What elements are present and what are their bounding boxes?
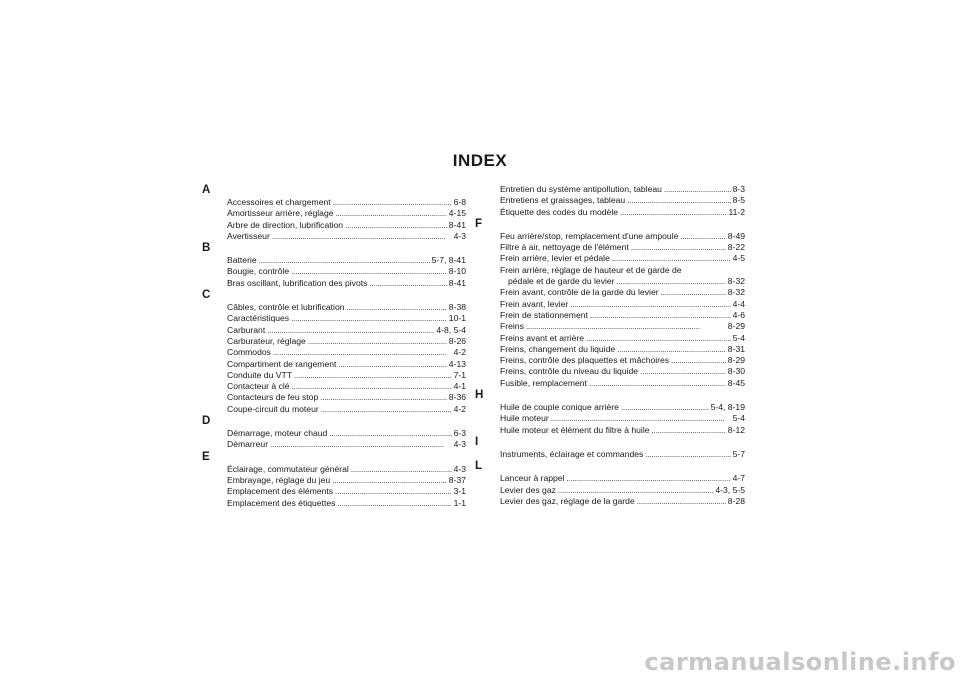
index-entry-page: 7-1 (453, 369, 466, 380)
index-entry (475, 449, 745, 460)
index-entry (202, 231, 466, 242)
index-letter-heading: F (475, 217, 483, 230)
index-entry (475, 310, 745, 321)
index-entry (475, 299, 745, 310)
index-entry-page: 4-4 (732, 298, 745, 309)
index-entry-text: Fusible, remplacement (500, 377, 587, 388)
index-entry-text: Entretien du système antipollution, tableau (500, 184, 662, 194)
dot-leader (270, 439, 452, 450)
index-entry (202, 439, 466, 450)
dot-leader (664, 184, 731, 195)
index-letter-heading: H (475, 389, 484, 402)
dot-leader (558, 485, 713, 496)
dot-leader (335, 486, 452, 497)
index-entry-page: 5-4 (732, 413, 745, 424)
index-entry-text: Frein avant, contrôle de la garde du levier (500, 287, 659, 298)
index-entry-page: 4-2 (453, 347, 466, 358)
index-entry-text: Levier des gaz, réglage de la garde (500, 495, 635, 506)
index-entry-page: 8-38 (448, 302, 466, 313)
dot-leader (347, 302, 447, 313)
index-entry-page: 8-49 (727, 230, 745, 241)
index-entry-text: Frein avant, levier (500, 298, 569, 309)
index-entry-page: 4-3 (453, 230, 466, 241)
index-entry (202, 302, 466, 313)
dot-leader (620, 207, 726, 218)
dot-leader (332, 475, 447, 486)
dot-leader (321, 404, 452, 415)
index-entry-text: Coupe-circuit du moteur (227, 403, 319, 414)
index-entry (475, 321, 745, 332)
index-entry (202, 498, 466, 509)
index-entry (202, 325, 466, 336)
index-entry-page: 8-29 (727, 321, 745, 332)
index-entry (475, 276, 745, 287)
index-entry-text: Avertisseur (227, 230, 270, 241)
page-title: INDEX (452, 151, 508, 170)
index-entry-page: 4-6 (732, 309, 745, 320)
index-entry-page: 1-1 (453, 497, 466, 508)
dot-leader (320, 392, 447, 403)
index-entry-text: Freins (500, 321, 524, 332)
index-entry (202, 359, 466, 370)
index-entry-text: Frein arrière, réglage de hauteur et de garde de (500, 264, 682, 275)
index-entry-text: Bras oscillant, lubrification des pivots (227, 277, 368, 288)
index-entry-text: Frein de stationnement (500, 309, 588, 320)
dot-leader (273, 347, 452, 358)
index-entry-text: Instruments, éclairage et commandes (500, 448, 644, 459)
index-entry (202, 313, 466, 324)
index-entry-text: Accessoires et chargement (227, 197, 331, 207)
index-entry-text: Arbre de direction, lubrification (227, 219, 344, 230)
index-entry-page: 8-41 (448, 277, 466, 288)
index-entry-page: 4-3 (453, 439, 466, 450)
index-entry (475, 195, 745, 206)
index-entry (202, 208, 466, 219)
dot-leader (336, 208, 447, 219)
index-entry (202, 392, 466, 403)
index-entry-page: 8-45 (727, 377, 745, 388)
index-entry (475, 265, 745, 276)
dot-leader (612, 253, 731, 264)
index-column-right (475, 184, 745, 507)
index-entry (202, 428, 466, 439)
dot-leader (567, 473, 731, 484)
index-entry-text: Caractéristiques (227, 313, 290, 324)
index-entry-text: Emplacement des étiquettes (227, 497, 336, 508)
index-entry-text: Levier des gaz (500, 484, 556, 495)
index-entry-page: 6-3 (453, 428, 466, 439)
index-entry-page: 4-15 (448, 208, 466, 219)
index-entry-text: Freins, contrôle des plaquettes et mâchoires (500, 355, 670, 366)
index-entry (475, 366, 745, 377)
index-entry-page: 8-10 (448, 266, 466, 277)
index-entry-page: 5-4 (732, 332, 745, 343)
index-entry-text: Batterie (227, 255, 257, 266)
index-entry (475, 207, 745, 218)
dot-leader (308, 336, 447, 347)
dot-leader (637, 496, 726, 507)
index-entry-page: 8-29 (727, 355, 745, 366)
index-letter-heading: L (475, 460, 483, 473)
index-entry-text: Étiquette des codes du modèle (500, 206, 619, 217)
index-entry-text: Huile moteur (500, 413, 549, 424)
index-entry (475, 355, 745, 366)
dot-leader (671, 355, 726, 366)
index-entry-page: 3-1 (453, 486, 466, 497)
dot-leader (631, 242, 726, 253)
index-entry (202, 404, 466, 415)
index-entry (202, 220, 466, 231)
dot-leader (526, 321, 726, 332)
dot-leader (551, 413, 731, 424)
dot-leader (294, 370, 452, 381)
index-entry-page: 8-37 (448, 474, 466, 485)
index-entry-text: Freins, changement du liquide (500, 343, 616, 354)
dot-leader (680, 231, 725, 242)
index-entry-page: 8-12 (727, 424, 745, 435)
index-entry (475, 242, 745, 253)
index-entry-text: Commodos (227, 347, 271, 358)
dot-leader (267, 325, 434, 336)
dot-leader (329, 428, 451, 439)
index-entry-text: Feu arrière/stop, remplacement d'une ampoule (500, 230, 679, 241)
index-entry-page: 4-7 (732, 473, 745, 484)
dot-leader (645, 449, 730, 460)
index-entry-page: 8-31 (727, 343, 745, 354)
index-entry (202, 475, 466, 486)
index-entry (475, 333, 745, 344)
index-entry-text: Amortisseur arrière, réglage (227, 208, 334, 219)
dot-leader (369, 278, 446, 289)
index-entry-text: Compartiment de rangement (227, 358, 337, 369)
index-entry (475, 231, 745, 242)
index-entry-text: Frein arrière, levier et pédale (500, 253, 610, 264)
dot-leader (617, 344, 726, 355)
index-entry-page: 4-3, 5-5 (715, 484, 745, 495)
index-entry-page: 8-41 (448, 219, 466, 230)
index-entry (475, 253, 745, 264)
index-entry-page: 6-8 (453, 197, 466, 207)
index-entry-text: Contacteur à clé (227, 381, 290, 392)
dot-leader (333, 197, 452, 208)
index-entry-page: 8-32 (727, 287, 745, 298)
index-entry-page: 4-13 (448, 358, 466, 369)
index-entry-text: Conduite du VTT (227, 369, 292, 380)
index-entry-text: Freins avant et arrière (500, 332, 585, 343)
dot-leader (337, 498, 451, 509)
index-letter-heading: E (202, 450, 210, 463)
index-letter-heading: A (202, 184, 211, 196)
index-entry-page: 5-7, 8-41 (431, 255, 466, 266)
index-entry (475, 184, 745, 195)
index-entry (475, 287, 745, 298)
dot-leader (661, 287, 726, 298)
index-entry-text: Huile moteur et élément du filtre à huile (500, 424, 650, 435)
index-letter-heading: B (202, 242, 211, 255)
index-entry-page: 8-22 (727, 242, 745, 253)
index-entry-page: 8-26 (448, 335, 466, 346)
index-entry-page: 4-1 (453, 381, 466, 392)
index-letter-heading: D (202, 415, 211, 428)
index-entry-text: Embrayage, réglage du jeu (227, 474, 331, 485)
index-entry (475, 473, 745, 484)
dot-leader (640, 366, 726, 377)
index-entry (202, 370, 466, 381)
dot-leader (272, 231, 452, 242)
dot-leader (570, 299, 730, 310)
index-entry-page: 4-2 (453, 403, 466, 414)
index-entry-text: Éclairage, commutateur général (227, 463, 349, 474)
index-entry-text: Bougie, contrôle (227, 266, 290, 277)
index-entry-page: 8-28 (727, 495, 745, 506)
index-entry-page: 8-30 (727, 366, 745, 377)
dot-leader (292, 381, 452, 392)
index-entry-page: 8-32 (727, 276, 745, 287)
index-entry (475, 425, 745, 436)
index-entry (475, 378, 745, 389)
index-entry (202, 266, 466, 277)
index-entry-text: Carburateur, réglage (227, 335, 306, 346)
index-entry-text: Huile de couple conique arrière (500, 402, 619, 413)
index-entry-page: 8-36 (448, 392, 466, 403)
watermark: carmanualsonline.info (644, 648, 956, 676)
index-column-left (202, 184, 466, 509)
index-entry (202, 381, 466, 392)
index-entry-page: 4-5 (732, 253, 745, 264)
dot-leader (259, 255, 430, 266)
index-entry (202, 336, 466, 347)
index-entry (202, 278, 466, 289)
index-entry (475, 402, 745, 413)
index-entry-page: 10-1 (448, 313, 466, 324)
index-letter-heading: C (202, 289, 211, 302)
index-entry (202, 255, 466, 266)
index-entry-text: pédale et de garde du levier (508, 276, 615, 287)
index-entry (202, 464, 466, 475)
dot-leader (627, 195, 730, 206)
index-entry (475, 344, 745, 355)
index-entry-text: Freins, contrôle du niveau du liquide (500, 366, 639, 377)
index-entry-text: Démarreur (227, 439, 269, 450)
index-entry (475, 413, 745, 424)
index-entry-page: 11-2 (728, 206, 745, 217)
index-entry-page: 5-4, 8-19 (710, 402, 745, 413)
index-entry-text: Lanceur à rappel (500, 473, 565, 484)
dot-leader (590, 310, 731, 321)
dot-leader (652, 425, 726, 436)
index-entry (202, 197, 466, 208)
index-entry-text: Démarrage, moteur chaud (227, 428, 328, 439)
index-entry-text: Carburant (227, 324, 266, 335)
dot-leader (621, 402, 709, 413)
dot-leader (291, 266, 447, 277)
index-entry (475, 496, 745, 507)
index-entry (202, 347, 466, 358)
dot-leader (291, 313, 447, 324)
index-entry-text: Contacteurs de feu stop (227, 392, 319, 403)
index-entry-text: Entretiens et graissages, tableau (500, 195, 626, 206)
index-entry-page: 8-5 (732, 195, 745, 206)
index-entry-text: Câbles, contrôle et lubrification (227, 302, 345, 313)
dot-leader (351, 464, 452, 475)
index-entry (202, 486, 466, 497)
index-entry-text: Filtre à air, nettoyage de l'élément (500, 242, 629, 253)
index-entry-page: 5-7 (732, 448, 745, 459)
index-entry (475, 485, 745, 496)
dot-leader (345, 220, 447, 231)
index-entry-page: 8-3 (732, 184, 745, 194)
index-entry-page: 4-8, 5-4 (436, 324, 466, 335)
dot-leader (589, 378, 726, 389)
dot-leader (586, 333, 731, 344)
dot-leader (338, 359, 446, 370)
index-letter-heading: I (475, 435, 479, 448)
index-entry-text: Emplacement des éléments (227, 486, 334, 497)
index-entry-page: 4-3 (453, 463, 466, 474)
dot-leader (617, 276, 726, 287)
